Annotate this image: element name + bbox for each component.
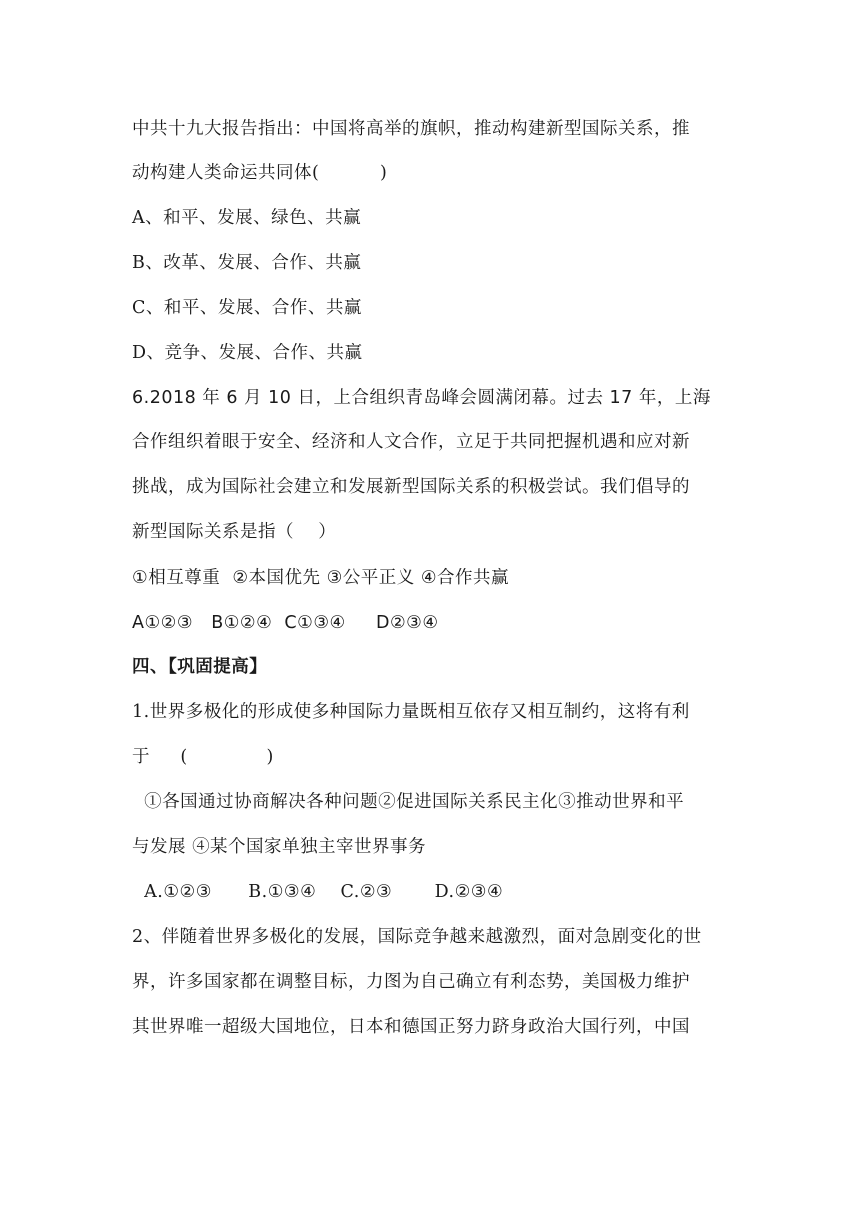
question-2-line-3: 其世界唯一超级大国地位，日本和德国正努力跻身政治大国行列，中国 bbox=[132, 1017, 690, 1037]
question-1-statements-line-2: 与发展 ④某个国家单独主宰世界事务 bbox=[132, 837, 427, 857]
option-d: D、竞争、发展、合作、共赢 bbox=[132, 343, 363, 363]
question-6-line-2: 合作组织着眼于安全、经济和人文合作，立足于共同把握机遇和应对新 bbox=[132, 432, 690, 452]
question-1-options: A.①②③ B.①③④ C.②③ D.②③④ bbox=[132, 882, 504, 902]
option-a: A、和平、发展、绿色、共赢 bbox=[132, 208, 362, 228]
question-2-line-2: 界，许多国家都在调整目标，力图为自己确立有利态势，美国极力维护 bbox=[132, 972, 690, 992]
question-stem-line-2: 动构建人类命运共同体( ) bbox=[132, 163, 388, 183]
question-6-options: A①②③ B①②④ C①③④ D②③④ bbox=[132, 613, 439, 633]
question-6-line-1: 6.2018 年 6 月 10 日，上合组织青岛峰会圆满闭幕。过去 17 年，上海 bbox=[132, 388, 711, 408]
question-6-line-3: 挑战，成为国际社会建立和发展新型国际关系的积极尝试。我们倡导的 bbox=[132, 477, 690, 497]
question-6-statements: ①相互尊重 ②本国优先 ③公平正义 ④合作共赢 bbox=[132, 568, 510, 588]
question-1-line-2: 于 ( ) bbox=[132, 747, 274, 767]
question-1-line-1: 1.世界多极化的形成使多种国际力量既相互依存又相互制约，这将有利 bbox=[132, 702, 690, 722]
question-1-statements-line-1: ①各国通过协商解决各种问题②促进国际关系民主化③推动世界和平 bbox=[132, 792, 685, 812]
option-b: B、改革、发展、合作、共赢 bbox=[132, 253, 362, 273]
question-2-line-1: 2、伴随着世界多极化的发展，国际竞争越来越激烈，面对急剧变化的世 bbox=[132, 927, 702, 947]
section-heading: 四、【巩固提高】 bbox=[132, 657, 268, 677]
question-stem-line-1: 中共十九大报告指出：中国将高举的旗帜，推动构建新型国际关系，推 bbox=[132, 119, 690, 139]
option-c: C、和平、发展、合作、共赢 bbox=[132, 298, 362, 318]
question-6-line-4: 新型国际关系是指（ ） bbox=[132, 522, 337, 542]
